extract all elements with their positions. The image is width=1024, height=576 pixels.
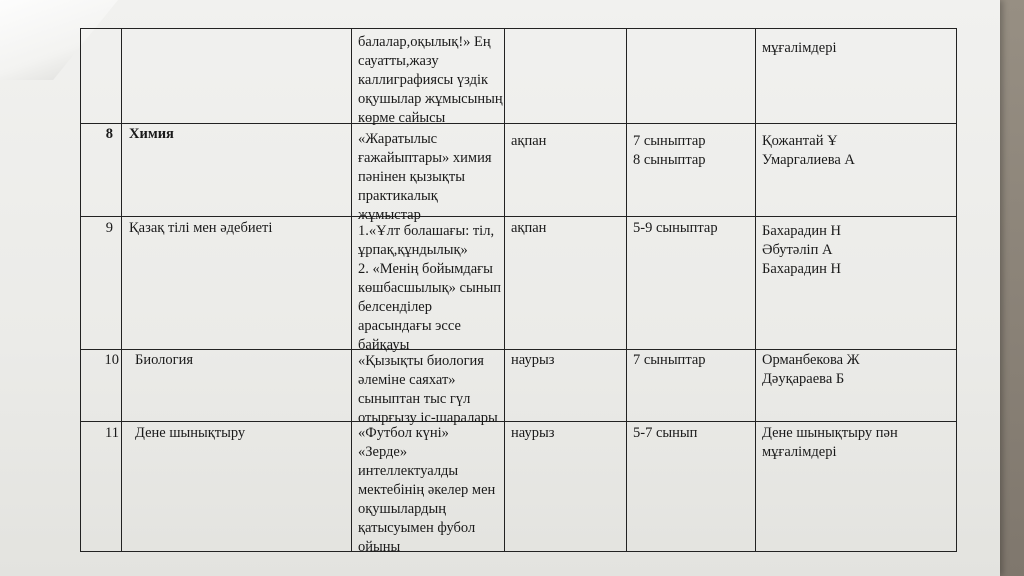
event-line: ғажайыптары» химия [358,150,492,166]
responsible-name: Дене шынықтыру пән [762,425,898,441]
col-divider [351,29,352,551]
class-entry: 7 сыныптар [633,133,706,149]
event-line: ойыны [358,539,401,555]
classes-cell [633,351,753,370]
event-cell [358,222,503,355]
event-line: мектебінің әкелер мен [358,482,496,498]
event-line: оқушылардың [358,501,447,517]
responsible-name: Умаргалиева А [762,152,855,168]
responsible-cell [762,132,952,170]
class-entry: 5-9 сыныптар [633,220,718,236]
event-line: отырғызу іс-шаралары [358,410,498,426]
responsible-name: Бахарадин Н [762,261,841,277]
event-line: балалар,оқылық!» Ең [358,34,491,50]
responsible-name: Орманбекова Ж [762,352,860,368]
subject-name: Дене шынықтыру [135,425,246,441]
event-line: 2. «Менің бойымдағы [358,261,493,277]
col-divider [755,29,756,551]
responsible-name: мұғалімдері [762,444,837,460]
event-line: 1.«Ұлт болашағы: тіл, [358,223,495,239]
row-divider [81,216,956,217]
date-cell: ақпан [511,133,547,149]
classes-cell [633,219,753,238]
event-line: сауатты,жазу [358,53,439,69]
event-line: арасындағы эссе [358,318,461,334]
row-divider [81,421,956,422]
event-line: «Қызықты биология [358,353,484,369]
event-line: ұрпақ,құндылық» [358,242,468,258]
event-line: интеллектуалды [358,463,459,479]
row-divider [81,123,956,124]
subject-name: Химия [129,126,174,142]
event-line: сыныптан тыс гүл [358,391,471,407]
responsible-name: Әбутәліп А [762,242,833,258]
responsible-name: Дәуқараева Б [762,371,845,387]
event-line: көшбасшылық» сынып [358,280,501,296]
event-line: практикалық [358,188,438,204]
event-cell [358,424,503,557]
responsible-cell [762,351,952,389]
event-line: байқауы [358,337,410,353]
event-line: белсенділер [358,299,432,315]
subject-name: Қазақ тілі мен әдебиеті [129,220,273,236]
event-line: жұмыстар [358,207,421,223]
event-line: «Зерде» [358,444,408,460]
event-cell [358,33,503,128]
col-divider [626,29,627,551]
classes-cell [633,132,753,170]
event-line: оқушылар жұмысының [358,91,503,107]
date-cell: ақпан [511,220,547,236]
subject-name: Биология [135,352,194,368]
row-number: 10 [104,352,119,368]
event-cell [358,352,503,428]
responsible-name: Қожантай Ұ [762,133,838,149]
class-entry: 7 сыныптар [633,352,706,368]
event-line: қатысуымен фубол [358,520,476,536]
row-number: 9 [105,220,113,236]
event-line: «Футбол күні» [358,425,449,441]
event-cell [358,130,503,225]
events-table [80,28,957,555]
date-cell: наурыз [511,425,555,441]
col-divider [504,29,505,551]
classes-cell [633,424,753,443]
col-divider [121,29,122,551]
row-number: 8 [105,126,113,142]
responsible-cell [762,222,952,279]
class-entry: 8 сыныптар [633,152,706,168]
responsible-name: Бахарадин Н [762,223,841,239]
event-line: «Жаратылыс [358,131,438,147]
date-cell: наурыз [511,352,555,368]
class-entry: 5-7 сынып [633,425,698,441]
event-line: көрме сайысы [358,110,446,126]
responsible-name: мұғалімдері [762,40,837,56]
responsible-cell [762,424,952,462]
event-line: пәнінен қызықты [358,169,465,185]
row-number: 11 [105,425,119,441]
event-line: әлеміне саяхат» [358,372,456,388]
event-line: каллиграфиясы үздік [358,72,489,88]
responsible-cell [762,39,952,58]
row-divider [81,349,956,350]
